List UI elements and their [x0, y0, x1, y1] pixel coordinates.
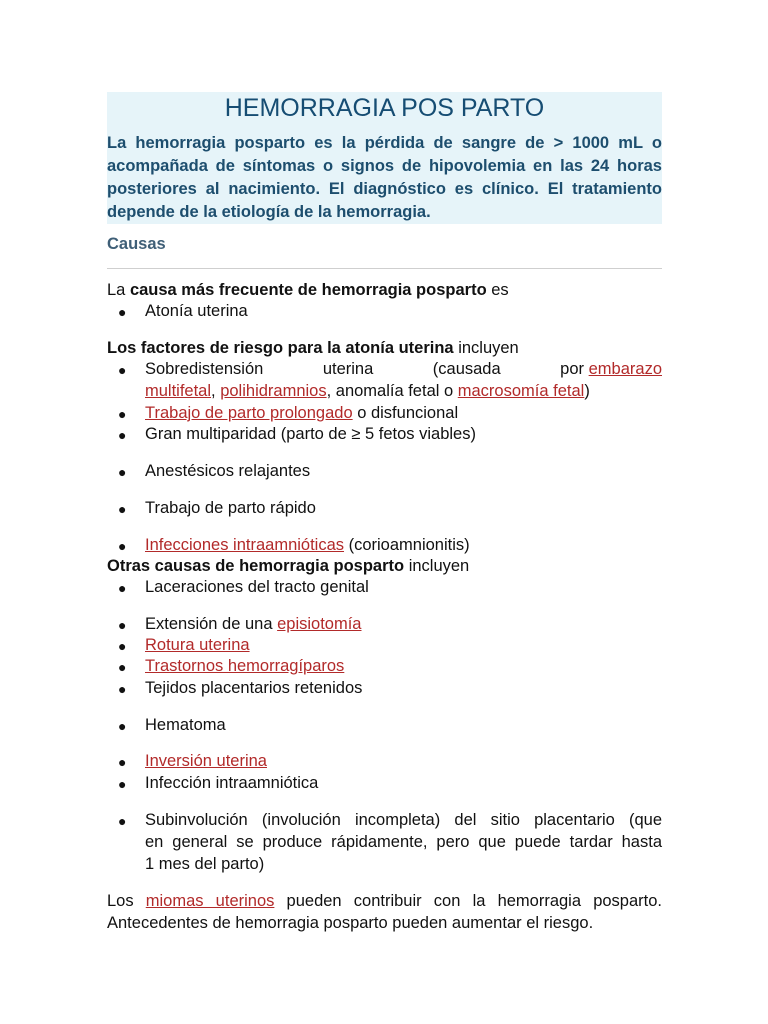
bullet-icon: ●	[118, 580, 127, 596]
link-episiotomia[interactable]: episiotomía	[277, 615, 362, 633]
list-item-line1: Subinvolución (involución incompleta) del sitio placentario (que	[145, 811, 662, 829]
list-item	[145, 750, 662, 772]
link-multifetal[interactable]: multifetal	[145, 382, 212, 400]
list-item-line3: 1 mes del parto)	[145, 855, 265, 873]
page-title: HEMORRAGIA POS PARTO	[224, 94, 545, 122]
list-item: Trabajo de parto rápido	[145, 499, 316, 517]
link-polihidramnios[interactable]: polihidramnios	[220, 382, 327, 400]
list-item: Atonía uterina	[145, 302, 248, 320]
list-item: Laceraciones del tracto genital	[145, 578, 369, 596]
link-trastornos-hemorragiparos[interactable]: Trastornos hemorragíparos	[145, 657, 345, 675]
list-item: Infección intraamniótica	[145, 774, 319, 792]
list-item-line2: multifetal, polihidramnios, anomalía fetal o macrosomía fetal)	[145, 382, 590, 400]
bullet-icon: ●	[118, 501, 127, 517]
link-rotura-uterina[interactable]: Rotura uterina	[145, 636, 250, 654]
link-miomas-uterinos[interactable]: miomas uterinos	[145, 892, 275, 910]
list-item	[145, 655, 662, 677]
link-macrosomia-fetal[interactable]: macrosomía fetal	[457, 382, 585, 400]
bullet-icon: ●	[118, 776, 127, 792]
bullet-icon: ●	[118, 718, 127, 734]
link-inversion-uterina[interactable]: Inversión uterina	[145, 752, 267, 770]
bullet-icon: ●	[118, 304, 127, 320]
bullet-icon: ●	[118, 754, 127, 770]
bullet-icon: ●	[118, 464, 127, 480]
bullet-icon: ●	[118, 362, 127, 378]
list-item: Trabajo de parto prolongado o disfuncional	[145, 404, 459, 422]
bullet-icon: ●	[118, 427, 127, 443]
intro-paragraph: La hemorragia posparto es la pérdida de sangre de > 1000 mL o acompañada de síntomas o signos de hipovolemia en las 24 horas posteriores al nacimiento. El diagnóstico es clínico. El tratamiento depende de la etiología de la hemorragia.	[107, 134, 662, 221]
bullet-icon: ●	[118, 538, 127, 554]
link-trabajo-parto-prolongado[interactable]: Trabajo de parto prolongado	[145, 404, 353, 422]
list-item: Hematoma	[145, 716, 226, 734]
list-item: Anestésicos relajantes	[145, 462, 311, 480]
bullet-icon: ●	[118, 617, 127, 633]
bullet-icon: ●	[118, 813, 127, 829]
paragraph-causa-frecuente: La causa más frecuente de hemorragia posparto es	[107, 281, 509, 299]
section-heading-causas: Causas	[107, 235, 166, 253]
link-infecciones-intraamnioticas[interactable]: Infecciones intraamnióticas	[145, 536, 345, 554]
bullet-icon: ●	[118, 406, 127, 422]
list-item-line2: en general se produce rápidamente, pero que puede tardar hasta	[145, 833, 662, 851]
bullet-icon: ●	[118, 638, 127, 654]
paragraph-otras-causas: Otras causas de hemorragia posparto incluyen	[107, 557, 470, 575]
paragraph-miomas-line2: Antecedentes de hemorragia posparto pueden aumentar el riesgo.	[107, 914, 594, 932]
paragraph-miomas-line1: Los miomas uterinos pueden contribuir con la hemorragia posparto.	[107, 892, 662, 910]
list-item-line1: Sobredistensión uterina (causada por embarazo	[145, 360, 662, 378]
list-item: Tejidos placentarios retenidos	[145, 679, 363, 697]
paragraph-factores-riesgo: Los factores de riesgo para la atonía uterina incluyen	[107, 339, 519, 357]
divider	[107, 268, 662, 269]
list-item	[145, 634, 662, 656]
link-embarazo[interactable]: embarazo	[588, 360, 662, 378]
bullet-icon: ●	[118, 681, 127, 697]
list-item: Gran multiparidad (parto de ≥ 5 fetos viables)	[145, 425, 476, 443]
list-item: Extensión de una episiotomía	[145, 615, 362, 633]
bullet-icon: ●	[118, 659, 127, 675]
list-item: Infecciones intraamnióticas (corioamnionitis)	[145, 536, 470, 554]
